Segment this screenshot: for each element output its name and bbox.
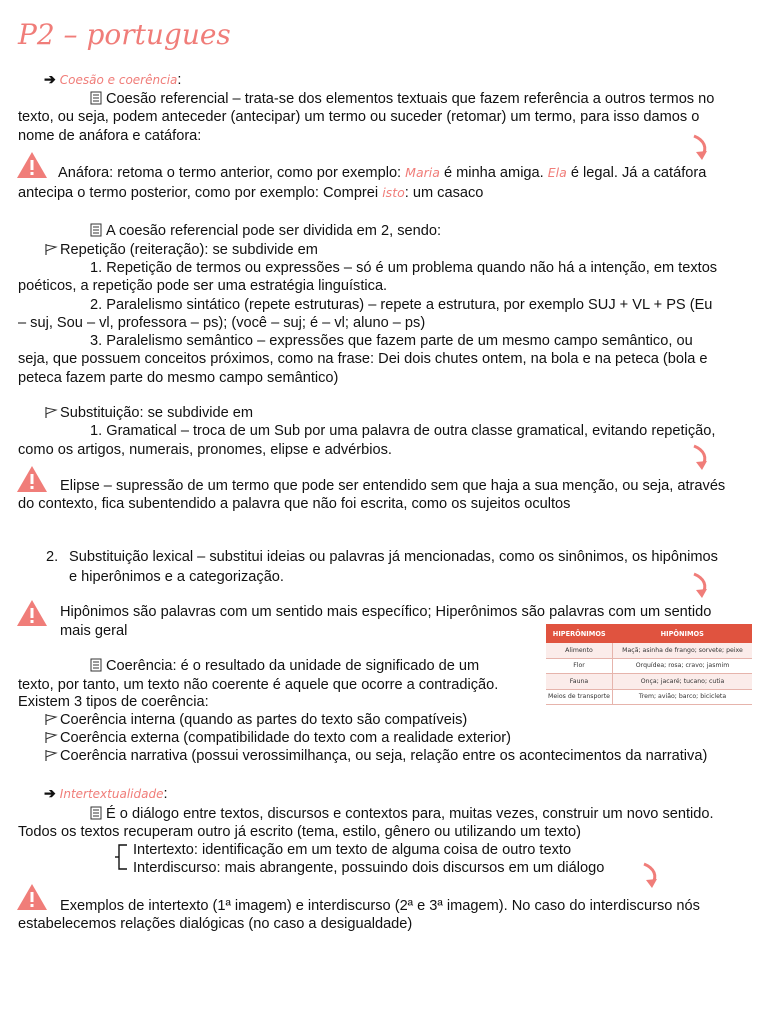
text-line: do contexto, fica subentendido a palavra que não foi escrita, como os sujeitos ocultos [18,496,571,512]
list-head-repeticao: Repetição (reiteração): se subdivide em [44,241,318,259]
paragraph-divisao: A coesão referencial pode ser dividida em 2, sendo: [90,222,441,240]
text-line: texto, por tanto, um texto não coerente é aquele que ocorre a contradição. [18,677,499,693]
memo-icon [90,223,102,237]
text-line: texto, ou seja, podem anteceder (antecipar) um termo ou suceder (retomar) um termo, para isso damos o [18,109,700,125]
curl-arrow-icon [690,134,712,162]
table-row [546,674,752,690]
table-cell: Onça; jacaré; tucano; cutia [613,674,753,690]
table-header: HIPÔNIMOS [613,624,753,643]
flag-icon [44,731,58,744]
table-header-row [546,624,752,643]
heading-text: Intertextualidade [59,787,164,801]
example-word: Ela [547,165,567,180]
list-item: peteca fazem parte do mesmo campo semântico) [18,370,339,386]
list-item: 1. Gramatical – troca de um Sub por uma palavra de outra classe gramatical, evitando repetição, [90,423,716,439]
section-heading-coesao [44,70,181,89]
list-item: – suj, Sou – vl, professora – ps); (você – suj; é – vl; aluno – ps) [18,315,426,331]
list-item: como os artigos, numerais, pronomes, elipse e advérbios. [18,442,392,458]
text-line: estabelecemos relações dialógicas (no caso a desigualdade) [18,916,413,932]
warning-exemplos: Exemplos de intertexto (1ª imagem) e interdiscurso (2ª e 3ª imagem). No caso do interdiscurso nós [60,898,700,914]
table-cell: Maçã; asinha de frango; sorvete; peixe [613,643,753,658]
list-item: 3. Paralelismo semântico – expressões que fazem parte de um mesmo campo semântico, ou [90,333,693,349]
warning-icon [16,882,48,912]
list-head-substituicao: Substituição: se subdivide em [44,404,253,422]
warning-icon [16,464,48,494]
section-heading-intertextualidade [44,784,168,803]
memo-icon [90,91,102,105]
curl-arrow-icon [690,572,712,600]
list-item-coerencia-interna: Coerência interna (quando as partes do texto são compatíveis) [44,711,467,729]
text-line: Todos os textos recuperam outro já escrito (tema, estilo, gênero ou utilizando um texto) [18,824,581,840]
curl-arrow-icon [690,444,712,472]
table-row [546,658,752,674]
bracket-icon [113,841,129,873]
example-word: Maria [405,165,440,180]
heading-text: Coesão e coerência [59,73,178,87]
flag-icon [44,406,58,419]
heading-colon: : [163,786,168,802]
table-cell: Alimento [546,643,613,658]
memo-icon [90,658,102,672]
list-item: 1. Repetição de termos ou expressões – só é um problema quando não há a intenção, em textos [90,260,718,276]
list-item: poéticos, a repetição pode ser uma estratégia linguística. [18,278,388,294]
right-arrow-icon: ➔ [44,785,56,801]
example-word: isto [382,185,405,200]
table-cell: Meios de transporte [546,689,613,705]
list-item-coerencia-narrativa: Coerência narrativa (possui verossimilhança, ou seja, relação entre os acontecimentos da narrativa) [44,747,707,765]
sub-item-interdiscurso: Interdiscurso: mais abrangente, possuindo dois discursos em um diálogo [133,860,605,876]
list-item: Substituição lexical – substitui ideias ou palavras já mencionadas, como os sinônimos, os hipônimos [69,549,718,565]
page-title: P2 – portugues [18,18,231,51]
flag-icon [44,243,58,256]
list-item: e hiperônimos e a categorização. [69,569,284,585]
paragraph-coerencia: Coerência: é o resultado da unidade de significado de um [90,657,479,675]
warning-anafora: Anáfora: retoma o termo anterior, como por exemplo: Maria é minha amiga. Ela é legal. Já a catáfora [58,165,707,181]
table-header: HIPERÔNIMOS [546,624,613,643]
table-cell: Fauna [546,674,613,690]
table-row [546,689,752,705]
list-number: 2. [46,549,59,565]
sub-item-intertexto: Intertexto: identificação em um texto de alguma coisa de outro texto [133,842,572,858]
text-line: Existem 3 tipos de coerência: [18,694,209,710]
warning-catafora: antecipa o termo posterior, como por exemplo: Comprei isto: um casaco [18,185,484,201]
paragraph-intertextualidade: É o diálogo entre textos, discursos e contextos para, muitas vezes, construir um novo sentido. [90,805,714,823]
hyperonym-table [546,624,752,705]
table-cell: Trem; avião; barco; bicicleta [613,689,753,705]
list-item: seja, que possuem conceitos próximos, como na frase: Dei dois chutes ontem, na bola e na peteca (bola e [18,351,708,367]
text-line: mais geral [60,623,128,639]
text-line: nome de anáfora e catáfora: [18,128,202,144]
memo-icon [90,806,102,820]
warning-hiponimos: Hipônimos são palavras com um sentido mais específico; Hiperônimos são palavras com um sentido [60,604,712,620]
table-row [546,643,752,658]
warning-icon [16,598,48,628]
table-cell: Orquídea; rosa; cravo; jasmim [613,658,753,674]
curl-arrow-icon [640,862,662,890]
warning-icon [16,150,48,180]
table-cell: Flor [546,658,613,674]
list-item-coerencia-externa: Coerência externa (compatibilidade do texto com a realidade exterior) [44,729,511,747]
heading-colon: : [177,72,182,88]
flag-icon [44,749,58,762]
flag-icon [44,713,58,726]
right-arrow-icon: ➔ [44,71,56,87]
warning-elipse: Elipse – supressão de um termo que pode ser entendido sem que haja a sua menção, ou seja, através [60,478,726,494]
list-item: 2. Paralelismo sintático (repete estruturas) – repete a estrutura, por exemplo SUJ + VL + PS (Eu [90,297,713,313]
paragraph-coesao-referencial: Coesão referencial – trata-se dos elementos textuais que fazem referência a outros termos no [90,90,714,108]
